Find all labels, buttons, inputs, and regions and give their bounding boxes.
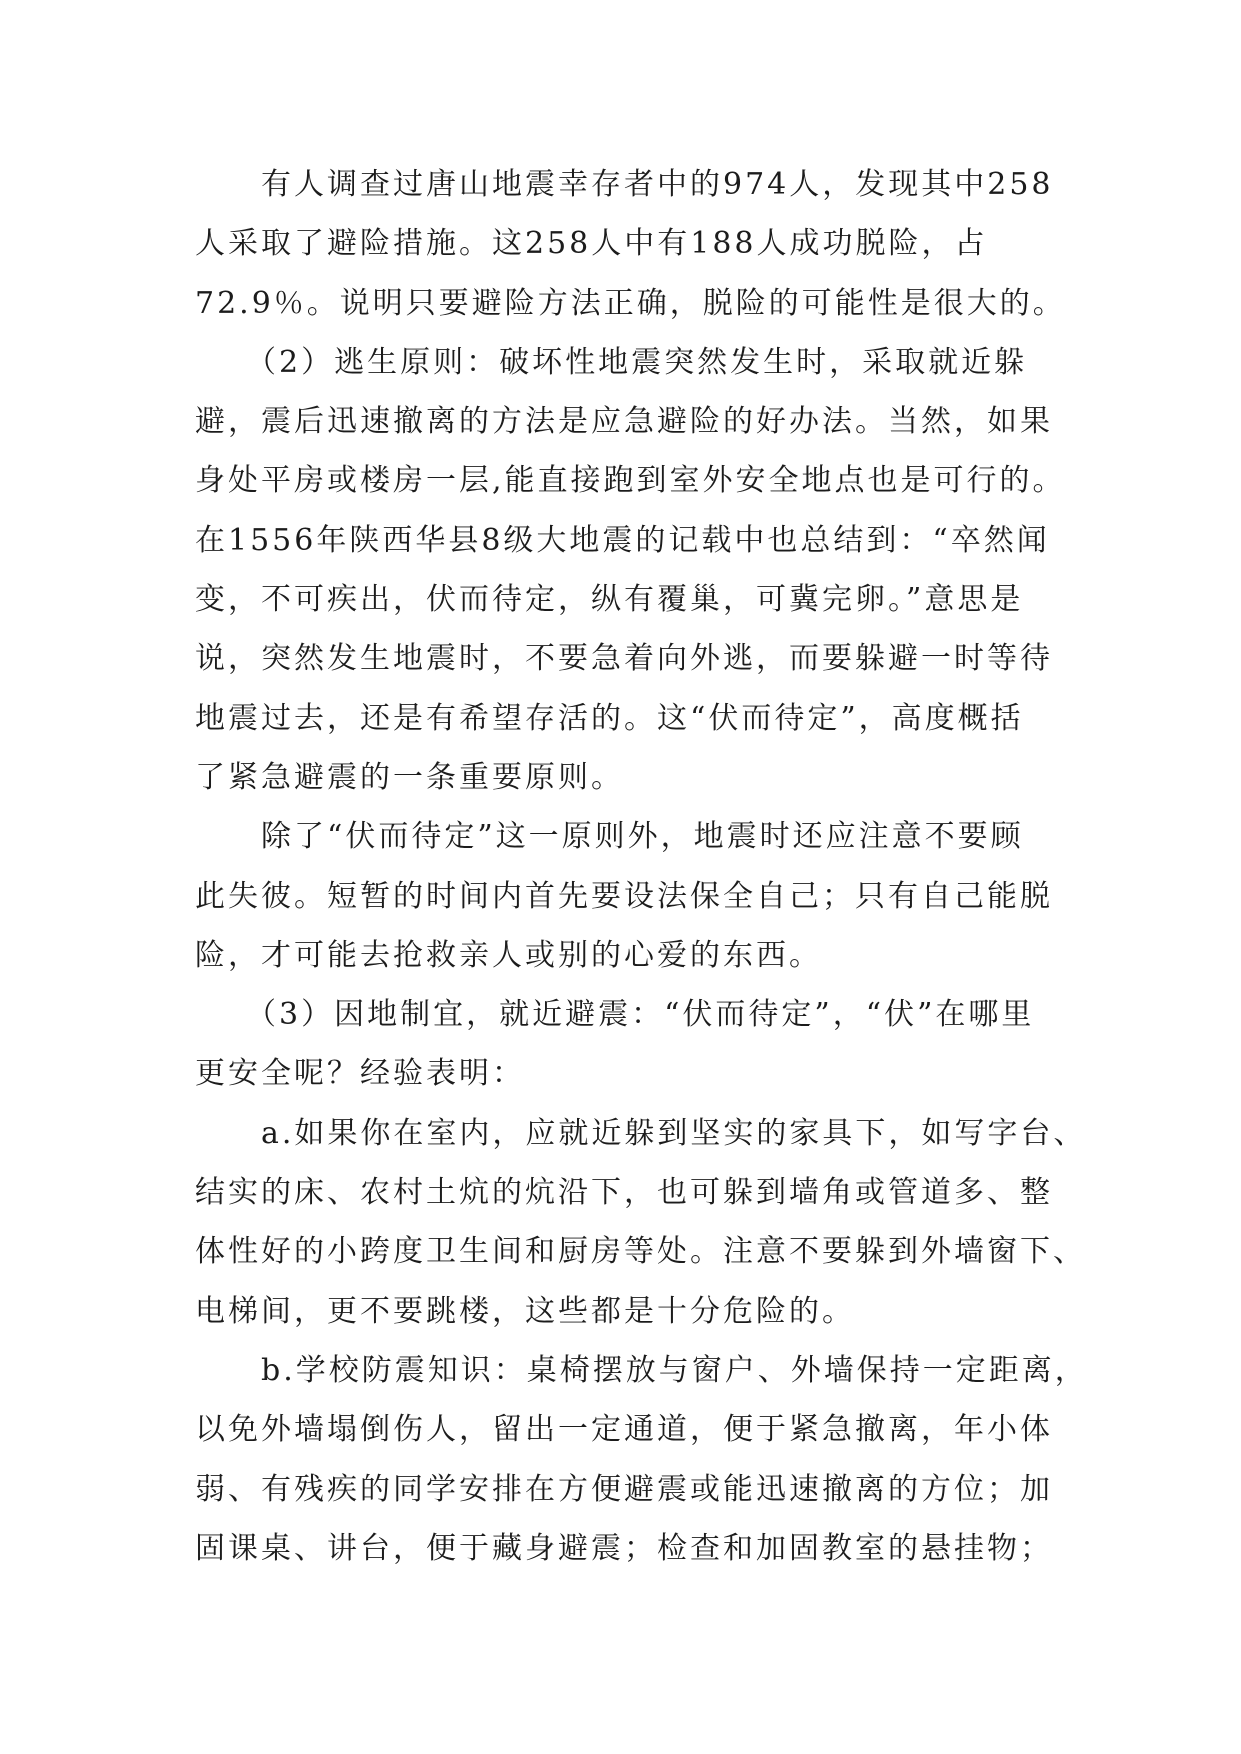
text-line: （3）因地制宜，就近避震：“伏而待定”，“伏”在哪里 [195, 997, 1035, 1033]
text-line: 以免外墙塌倒伤人，留出一定通道，便于紧急撤离，年小体 [195, 1412, 1053, 1448]
text-line: 避，震后迅速撤离的方法是应急避险的好办法。当然，如果 [195, 404, 1053, 440]
text-line: 变，不可疾出，伏而待定，纵有覆巢，可冀完卵。”意思是 [195, 582, 1024, 618]
text-line: 更安全呢？经验表明： [195, 1056, 525, 1092]
text-line: 电梯间，更不要跳楼，这些都是十分危险的。 [195, 1293, 855, 1329]
text-line: 此失彼。短暂的时间内首先要设法保全自己；只有自己能脱 [195, 878, 1053, 914]
document-body [195, 155, 1088, 1578]
text-line: a.如果你在室内，应就近躲到坚实的家具下，如写字台、 [195, 1115, 1087, 1151]
text-line: 险，才可能去抢救亲人或别的心爱的东西。 [195, 937, 822, 973]
text-line: （2）逃生原则：破坏性地震突然发生时，采取就近躲 [195, 344, 1028, 380]
text-line: 地震过去，还是有希望存活的。这“伏而待定”，高度概括 [195, 700, 1024, 736]
text-line: 除了“伏而待定”这一原则外，地震时还应注意不要顾 [195, 819, 1024, 855]
text-line: 72.9％。说明只要避险方法正确，脱险的可能性是很大的。 [195, 285, 1066, 321]
text-line: 结实的床、农村土炕的炕沿下，也可躲到墙角或管道多、整 [195, 1175, 1053, 1211]
text-line: 在1556年陕西华县8级大地震的记载中也总结到：“卒然闻 [195, 522, 1050, 558]
text-line: 有人调查过唐山地震幸存者中的974人，发现其中258 [195, 167, 1054, 202]
text-line: 人采取了避险措施。这258人中有188人成功脱险，占 [195, 226, 988, 262]
text-line: 固课桌、讲台，便于藏身避震；检查和加固教室的悬挂物； [195, 1530, 1053, 1566]
text-line: 体性好的小跨度卫生间和厨房等处。注意不要躲到外墙窗下、 [195, 1234, 1086, 1270]
text-line: 身处平房或楼房一层,能直接跑到室外安全地点也是可行的。 [195, 463, 1066, 499]
text-line: b.学校防震知识：桌椅摆放与窗户、外墙保持一定距离， [195, 1352, 1088, 1388]
text-line: 说，突然发生地震时，不要急着向外逃，而要躲避一时等待 [195, 641, 1053, 677]
text-line: 了紧急避震的一条重要原则。 [195, 759, 624, 795]
text-line: 弱、有残疾的同学安排在方便避震或能迅速撤离的方位；加 [195, 1471, 1053, 1507]
